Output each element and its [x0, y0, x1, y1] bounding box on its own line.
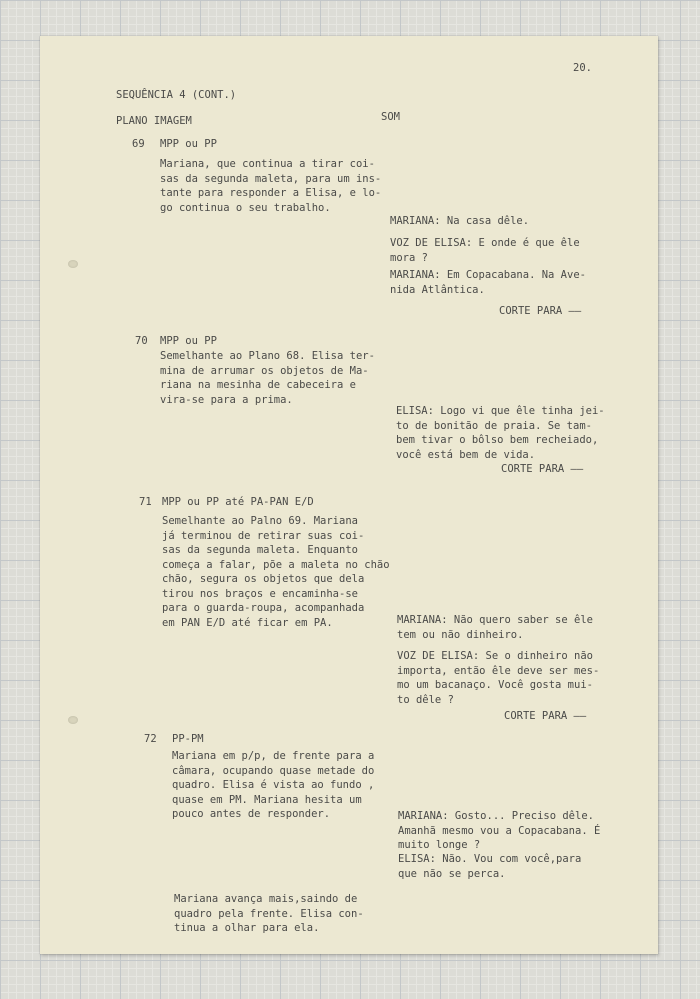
- column-heading-som: SOM: [381, 111, 400, 123]
- sound-dialogue: [396, 404, 605, 462]
- image-line: câmara, ocupando quase metade do: [172, 764, 375, 777]
- transition-cut: CORTE PARA ——: [499, 305, 582, 317]
- image-line: começa a falar, põe a maleta no chão: [162, 558, 390, 571]
- dialogue-line: MARIANA: Na casa dêle.: [390, 215, 530, 227]
- dialogue-line: to dêle ?: [397, 693, 454, 706]
- dialogue-line: MARIANA: Em Copacabana. Na Ave-: [390, 269, 586, 281]
- shot-number: 71: [139, 496, 152, 508]
- sound-dialogue: [398, 852, 581, 881]
- shot-number: 72: [144, 733, 157, 745]
- image-line: para o guarda-roupa, acompanhada: [162, 602, 365, 614]
- shot-number: 69: [132, 138, 145, 150]
- image-line: riana na mesinha de cabeceira e: [160, 379, 356, 391]
- dialogue-line: VOZ DE ELISA: E onde é que êle: [390, 237, 580, 249]
- typewritten-page: [40, 36, 658, 954]
- shot-framing: PP-PM: [172, 733, 204, 745]
- image-line: mina de arrumar os objetos de Ma-: [160, 364, 369, 377]
- image-line: quadro pela frente. Elisa con-: [174, 907, 364, 920]
- dialogue-line: mo um bacanaço. Você gosta mui-: [397, 679, 593, 691]
- shot-framing: MPP ou PP até PA-PAN E/D: [162, 496, 314, 508]
- image-line: Semelhante ao Plano 68. Elisa ter-: [160, 350, 375, 362]
- image-description: [172, 749, 374, 822]
- dialogue-line: mora ?: [390, 251, 428, 264]
- image-line: sas da segunda maleta, para um ins-: [160, 172, 382, 185]
- sequence-heading: SEQUÊNCIA 4 (CONT.): [116, 89, 237, 101]
- image-line: sas da segunda maleta. Enquanto: [162, 544, 358, 556]
- shot-number: 70: [135, 335, 148, 347]
- dialogue-line: você está bem de vida.: [396, 448, 536, 461]
- shot-framing: MPP ou PP: [160, 335, 217, 347]
- image-description: [174, 892, 364, 936]
- image-line: pouco antes de responder.: [172, 808, 331, 820]
- dialogue-line: ELISA: Logo vi que êle tinha jei-: [396, 405, 605, 417]
- sound-dialogue: [390, 214, 529, 229]
- shot-framing: MPP ou PP: [160, 138, 217, 150]
- punch-hole: [68, 716, 78, 724]
- dialogue-line: muito longe ?: [398, 839, 481, 851]
- dialogue-line: MARIANA: Não quero saber se êle: [397, 614, 593, 626]
- page-number: 20.: [573, 62, 592, 74]
- image-line: tirou nos braços e encaminha-se: [162, 587, 358, 600]
- sound-dialogue: [390, 268, 586, 297]
- dialogue-line: que não se perca.: [398, 867, 506, 880]
- image-line: vira-se para a prima.: [160, 393, 293, 406]
- image-line: quadro. Elisa é vista ao fundo ,: [172, 779, 375, 791]
- image-line: chão, segura os objetos que dela: [162, 573, 365, 585]
- dialogue-line: nida Atlântica.: [390, 283, 485, 296]
- dialogue-line: tem ou não dinheiro.: [397, 628, 524, 641]
- dialogue-line: to de bonitão de praia. Se tam-: [396, 419, 592, 432]
- image-description: [162, 514, 390, 630]
- image-line: quase em PM. Mariana hesita um: [172, 793, 362, 806]
- dialogue-line: importa, então êle deve ser mes-: [397, 664, 600, 677]
- image-line: em PAN E/D até ficar em PA.: [162, 616, 333, 629]
- image-line: tinua a olhar para ela.: [174, 922, 320, 934]
- image-line: Mariana avança mais,saindo de: [174, 893, 358, 905]
- image-line: Semelhante ao Palno 69. Mariana: [162, 515, 358, 527]
- image-line: Mariana, que continua a tirar coi-: [160, 158, 375, 170]
- image-description: [160, 349, 375, 407]
- dialogue-line: ELISA: Não. Vou com você,para: [398, 853, 582, 865]
- sound-dialogue: [390, 236, 580, 265]
- dialogue-line: Amanhã mesmo vou a Copacabana. É: [398, 824, 601, 837]
- transition-cut: CORTE PARA ——: [504, 710, 587, 722]
- dialogue-line: MARIANA: Gosto... Preciso dêle.: [398, 810, 594, 822]
- punch-hole: [68, 260, 78, 268]
- image-description: [160, 157, 381, 215]
- column-heading-plano-imagem: PLANO IMAGEM: [116, 115, 192, 127]
- image-line: go continua o seu trabalho.: [160, 201, 331, 214]
- sound-dialogue: [397, 649, 599, 707]
- sound-dialogue: [397, 613, 593, 642]
- dialogue-line: VOZ DE ELISA: Se o dinheiro não: [397, 650, 593, 662]
- image-line: Mariana em p/p, de frente para a: [172, 750, 375, 762]
- image-line: já terminou de retirar suas coi-: [162, 529, 365, 542]
- dialogue-line: bem tivar o bôlso bem recheiado,: [396, 434, 599, 446]
- image-line: tante para responder a Elisa, e lo-: [160, 187, 382, 199]
- sound-dialogue: [398, 809, 600, 853]
- transition-cut: CORTE PARA ——: [501, 463, 584, 475]
